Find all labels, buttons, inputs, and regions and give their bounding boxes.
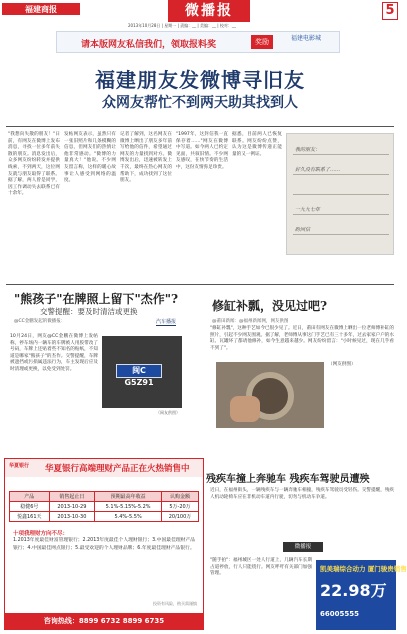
accident-body: 近日，在福州街头，一辆残疾车与一辆奔驰车相撞，残疾车驾驶员受轻伤。交警提醒，残疾人机动轮椅车应在非机动车道内行驶，切勿与机动车争道。 <box>210 488 394 500</box>
letter-line: 好久没有联系了…… <box>295 167 341 173</box>
table-row: 稳健6号 2013-10-29 5.1%-5.15%-5.2% 5万-20万 <box>10 502 199 512</box>
left-subhead: 交警提醒：要及时清洁或更换 <box>40 307 138 316</box>
car-ad-phone[interactable]: 66005555 <box>320 610 359 618</box>
right-body: "修缸补瓢"，这种手艺如今已很少见了。近日，莆田有网友在微博上晒出一位老师傅补缸的照片，引起不少网友围观。据了解，老师傅从事这门手艺已有三十多年，过去家家户户的水缸、瓦罐坏了都请他修补，如今生意越来越少。网友纷纷留言："小时候见过，现在几乎看不到了"。 <box>210 326 394 351</box>
table-header: 销售起止日 <box>49 492 95 502</box>
car-ad-title: 凯美瑞综合动力 厦门骏贵销售 <box>320 565 407 573</box>
main-subhead: 众网友帮忙不到两天助其找到人 <box>102 95 298 111</box>
main-column-5: 据悉，目前两人已恢复联系。网友纷纷点赞，认为这是微博传递正能量的又一例证。 <box>232 132 282 157</box>
right-headline: 修缸补瓢，没见过吧? <box>212 299 328 313</box>
divider <box>6 284 394 285</box>
divider <box>6 126 394 127</box>
right-caption: （网友供图） <box>328 362 356 367</box>
photo-caption: （网友供图） <box>156 410 180 415</box>
bank-hotline[interactable]: 咨询热线：8899 6732 8899 6735 <box>5 613 203 629</box>
bank-logo: 华夏银行 <box>9 463 30 469</box>
section-tag: 汽车播报 <box>156 319 177 325</box>
table-header: 预期最高年收益 <box>95 492 162 502</box>
left-body: 10月24日，网友@CC金鹏在微博上发帖称，停车场内一辆车的车牌被人用胶带改了号码，车牌上还贴着些不知名的贴纸，不知道是哪家"熊孩子"的杰作。交警提醒，车牌被遮挡或污损属违法行为，车主发现后应及时清理或更换，以免受到处罚。 <box>10 334 98 372</box>
table-header: 产品 <box>10 492 50 502</box>
car-ad-price: 22.98万 <box>320 581 387 600</box>
page-header <box>0 0 400 28</box>
photo-report-body: "随手拍"：福州城区一处人行道上，几辆汽车长期占道停放，行人只能绕行。网友呼吁有关部门加强管理。 <box>210 558 312 577</box>
section-banner: 微播报 <box>168 0 250 22</box>
top-advert-button[interactable]: 奖励 <box>251 35 273 49</box>
letter-line: 一九九七年 <box>295 207 321 213</box>
top-advert-text: 请本版网友私信我们，领取报料奖 <box>81 40 217 50</box>
risk-note: 投资有风险，购买需谨慎 <box>153 601 197 606</box>
page-number: 5 <box>382 2 398 20</box>
left-byline: @CC金鹏发起的微播报： <box>14 319 66 324</box>
left-headline: "熊孩子"在牌照上留下"杰作"? <box>14 292 179 306</box>
main-column-2: 发帖网友表示，虽然只有一张旧照片和几条模糊的信息，但网友们的热情让他非常感动。"微博的力量真大！"他说。不少网友留言称，这样的暖心故事让人感受到网络的温度。 <box>64 132 116 184</box>
bank-awards: 1.2013年度最佳财富管理银行；2.2013年度最佳个人理财银行；3.中国最佳理财产品银行；4.中国最佳网点银行；5.最受欢迎的个人理财品牌；6.年度最佳理财产品银行。 <box>13 538 196 551</box>
main-column-1: "我想向失散的朋友！"日前，有网友在微博上发布消息，寻找一位多年前失散的朋友。消息发出后，众多网友纷纷转发并提供线索，不到两天，这位网友就与朋友取得了联系。据了解，两人曾是同学，因工作调动失去联系已有十余年。 <box>8 132 60 197</box>
product-table <box>9 491 199 522</box>
main-column-3: 记者了解到，这名网友在微博上晒出了朋友多年前写给他的信件，希望通过网友的力量找到对方。微博发出后，迅速被转发上千次，最终在热心网友的帮助下，成功找到了这位朋友。 <box>120 132 172 184</box>
newspaper-logo: 福建商报 <box>2 3 80 15</box>
vat-repair-photo <box>216 362 324 428</box>
bank-advert[interactable] <box>4 458 204 630</box>
bank-awards-title: 十项我理财方向不尽： <box>13 531 69 537</box>
section-divider <box>210 542 396 552</box>
letter-line: 我的朋友： <box>295 147 321 153</box>
letter-photo <box>286 133 394 255</box>
car-advert[interactable] <box>316 560 407 630</box>
main-column-4: "1997年，这封信我一直保存着……"网友在微博中写道。如今两人已约定见面，共叙旧情。不少网友感叹，在快节奏的生活中，这份友情弥足珍贵。 <box>176 132 228 170</box>
license-plate-photo <box>102 336 182 408</box>
license-plate: 闽C G5Z91 <box>116 364 162 378</box>
cinema-logo: 福建电影城 <box>290 35 321 42</box>
issue-meta: 2013年10月28日 | 星期一 | 责编：__ | 美编：__ | 校对：__ <box>128 23 236 28</box>
letter-line: 盼回信 <box>295 227 311 233</box>
right-byline: @莆田新闻：@福州新闻网，网友供图 <box>212 319 289 324</box>
table-row: 悦鑫161天 2013-10-30 5.4%-5.5% 20/100万 <box>10 512 199 522</box>
top-advert[interactable] <box>56 31 340 53</box>
accident-headline: 残疾车撞上奔驰车 残疾车驾驶员遭殃 <box>206 474 370 485</box>
bank-ad-title: 华夏银行高端理财产品正在火热销售中 <box>45 464 190 474</box>
main-headline: 福建朋友发微博寻旧友 <box>95 68 305 92</box>
section-label: 微播报 <box>283 542 323 552</box>
table-header: 认购金额 <box>162 492 199 502</box>
